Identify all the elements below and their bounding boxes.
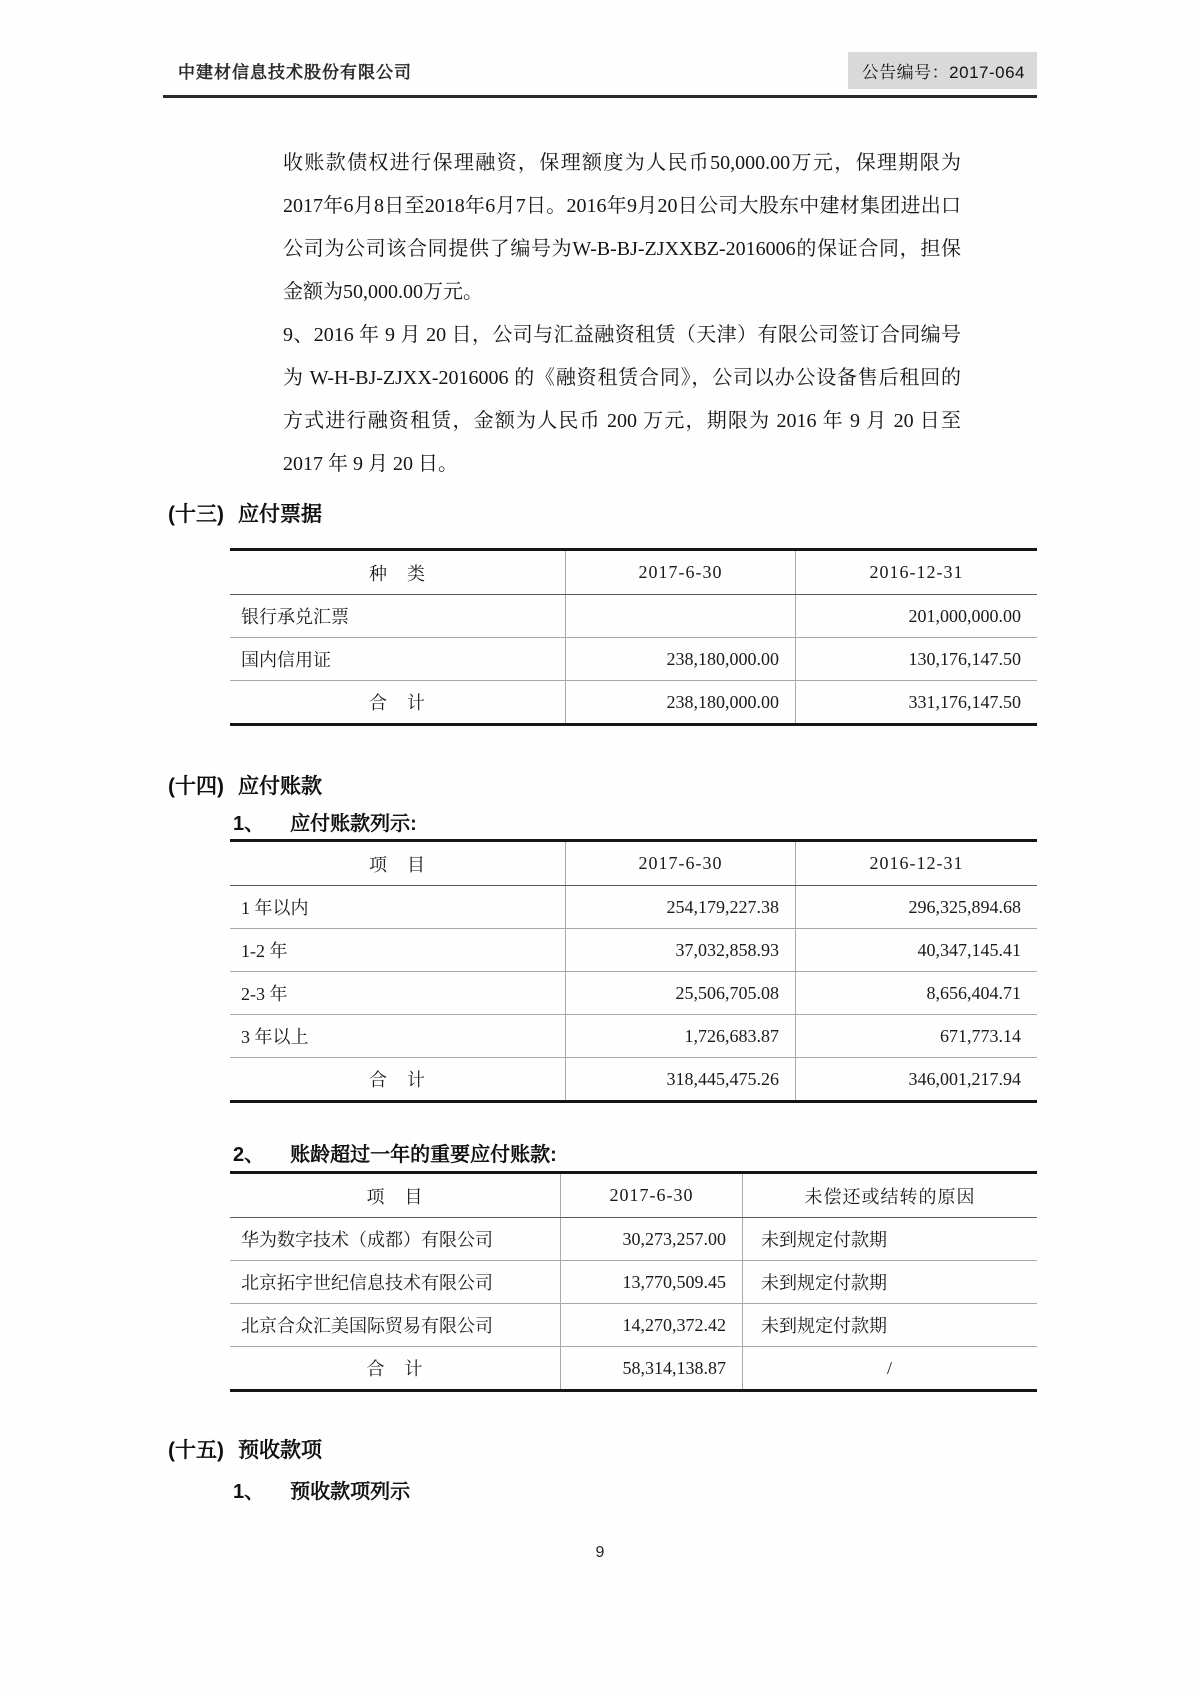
company-name: 中建材信息技术股份有限公司 [178,63,412,82]
value-cell: 238,180,000.00 [565,638,795,680]
subheading-aged-ap [233,1141,557,1169]
value-cell: 14,270,372.42 [560,1304,742,1346]
subheading-number: 1、 [233,1481,265,1503]
total-value: 318,445,475.26 [565,1058,795,1100]
table-total-row [230,1347,1037,1389]
header-cell: 2016-12-31 [795,551,1037,594]
reason-cell: 未到规定付款期 [742,1218,1037,1260]
row-label: 华为数字技术（成都）有限公司 [241,1230,493,1250]
paragraph-factoring: 收账款债权进行保理融资，保理额度为人民币50,000.00万元，保理期限为2017年6月8日至2018年6月7日。2016年9月20日公司大股东中建材集团进出口公司为公司该合同提供了编号为W-B-BJ-ZJXXBZ-2016006的保证合同，担保金额为50,000.00万元。 [283,152,961,303]
table-row [230,1304,1037,1347]
header-cell: 2016-12-31 [795,842,1037,885]
value-cell: 296,325,894.68 [795,886,1037,928]
header-cell: 2017-6-30 [560,1174,742,1217]
total-label: 合 计 [366,1359,424,1379]
table-total-row [230,1058,1037,1100]
table-row [230,1261,1037,1304]
section-13-label: (十三) [168,503,224,526]
page-number: 9 [595,1544,605,1561]
paragraph-lease: 9、2016 年 9 月 20 日，公司与汇益融资租赁（天津）有限公司签订合同编号为 W-H-BJ-ZJXX-2016006 的《融资租赁合同》，公司以办公设备售后租回的方式进行融资租赁，金额为人民币 200 万元，期限为 2016 年 9 月 20 日至 2017 年 9 月 20 日。 [283,324,961,475]
value-cell: 30,273,257.00 [560,1218,742,1260]
section-14-heading [168,772,322,802]
header-cell: 未偿还或结转的原因 [742,1174,1037,1217]
subheading-number: 1、 [233,813,265,835]
body-text [283,142,961,486]
row-label: 银行承兑汇票 [241,607,349,627]
header-cell: 种 类 [369,563,426,584]
subheading-number: 2、 [233,1144,265,1166]
section-13-heading [168,500,322,530]
subheading-title: 账龄超过一年的重要应付账款: [290,1144,557,1166]
table-row [230,1015,1037,1058]
table-total-row [230,681,1037,723]
announcement-number: 公告编号：2017-064 [848,52,1037,89]
table-header-row [230,842,1037,886]
table-row [230,638,1037,681]
aged-payable-table [230,1171,1037,1392]
total-value: 238,180,000.00 [565,681,795,723]
notes-payable-table [230,548,1037,726]
total-value: 346,001,217.94 [795,1058,1037,1100]
value-cell: 37,032,858.93 [565,929,795,971]
table-row [230,972,1037,1015]
row-label: 1-2 年 [241,941,288,961]
row-label: 北京合众汇美国际贸易有限公司 [241,1316,493,1336]
value-cell: 130,176,147.50 [795,638,1037,680]
subheading-ap-list [233,810,417,838]
table-row [230,929,1037,972]
section-15-heading [168,1436,322,1466]
value-cell: 671,773.14 [795,1015,1037,1057]
value-cell: 8,656,404.71 [795,972,1037,1014]
total-value: 331,176,147.50 [795,681,1037,723]
value-cell: 1,726,683.87 [565,1015,795,1057]
reason-cell: 未到规定付款期 [742,1261,1037,1303]
total-value: / [742,1347,1037,1389]
header-cell: 2017-6-30 [565,842,795,885]
row-label: 1 年以内 [241,898,309,918]
section-15-label: (十五) [168,1439,224,1462]
value-cell: 25,506,705.08 [565,972,795,1014]
subheading-title: 预收款项列示 [290,1481,411,1503]
value-cell: 201,000,000.00 [795,595,1037,637]
row-label: 北京拓宇世纪信息技术有限公司 [241,1273,493,1293]
header-cell: 项 目 [366,1186,424,1207]
subheading-advances-list [233,1478,410,1506]
subheading-title: 应付账款列示: [290,813,417,835]
value-cell: 254,179,227.38 [565,886,795,928]
row-label: 3 年以上 [241,1027,309,1047]
header-rule [163,95,1037,98]
section-14-title: 应付账款 [238,775,322,798]
value-cell: 40,347,145.41 [795,929,1037,971]
accounts-payable-table [230,839,1037,1103]
total-label: 合 计 [369,693,426,713]
row-label: 2-3 年 [241,984,288,1004]
total-label: 合 计 [369,1070,426,1090]
section-14-label: (十四) [168,775,224,798]
table-row [230,886,1037,929]
total-value: 58,314,138.87 [560,1347,742,1389]
header-cell: 项 目 [369,854,426,875]
header-cell: 2017-6-30 [565,551,795,594]
table-header-row [230,551,1037,595]
value-cell [565,595,795,637]
section-15-title: 预收款项 [238,1439,322,1462]
row-label: 国内信用证 [241,650,331,670]
page-header [163,52,1037,89]
section-13-title: 应付票据 [238,503,322,526]
table-header-row [230,1174,1037,1218]
reason-cell: 未到规定付款期 [742,1304,1037,1346]
table-row [230,1218,1037,1261]
value-cell: 13,770,509.45 [560,1261,742,1303]
table-row [230,595,1037,638]
